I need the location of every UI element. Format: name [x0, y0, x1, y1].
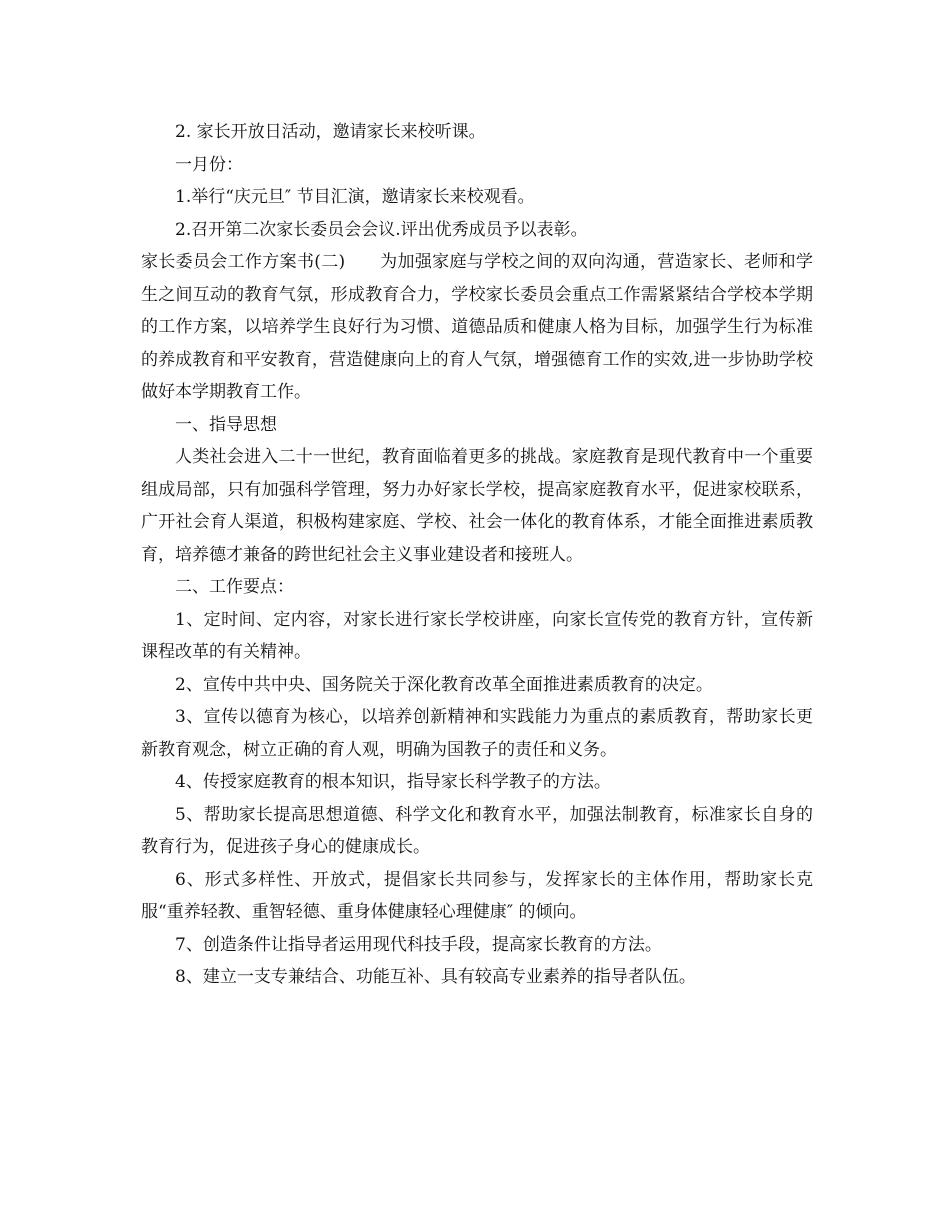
paragraph-new-year-show: 1.举行“庆元旦″ 节目汇演，邀请家长来校观看。: [175, 187, 535, 207]
work-point-8: 8、建立一支专兼结合、功能互补、具有较高专业素养的指导者队伍。: [175, 967, 696, 987]
paragraph-january-heading: 一月份：: [175, 154, 243, 175]
work-point-6: 6、形式多样性、开放式，提倡家长共同参与，发挥家长的主体作用，帮助家长克服“重养轻教、重智轻德、重身体健康轻心理健康″ 的倾向。: [141, 869, 813, 922]
work-point-7: 7、创造条件让指导者运用现代科技手段，提高家长教育的方法。: [175, 934, 662, 955]
paragraph-guiding-thought: 人类社会进入二十一世纪，教育面临着更多的挑战。家庭教育是现代教育中一个重要组成局部，只有加强科学管理，努力办好家长学校，提高家庭教育水平，促进家校联系，广开社会育人渠道，积极构建家庭、学校、社会一体化的教育体系，才能全面推进素质教育，培养德才兼备的跨世纪社会主义事业建设者和接班人。: [141, 447, 813, 565]
work-point-2: 2、宣传中共中央、国务院关于深化教育改革全面推进素质教育的决定。: [175, 674, 713, 695]
section-heading-guiding-thought: 一、指导思想: [175, 414, 277, 435]
document-body: [141, 116, 813, 994]
section-heading-work-points: 二、工作要点：: [175, 577, 294, 597]
paragraph-plan-title-intro: 家长委员会工作方案书(二) 为加强家庭与学校之间的双向沟通，营造家长、老师和学生之间互动的教育气氛，形成教育合力，学校家长委员会重点工作需紧紧结合学校本学期的工作方案，以培养学生良好行为习惯、道德品质和健康人格为目标，加强学生行为标准的养成教育和平安教育，营造健康向上的育人气氛，增强德育工作的实效,进一步协助学校做好本学期教育工作。: [141, 252, 813, 402]
work-point-1: 1、定时间、定内容，对家长进行家长学校讲座，向家长宣传党的教育方针，宣传新课程改革的有关精神。: [141, 609, 813, 662]
work-point-3: 3、宣传以德育为核心，以培养创新精神和实践能力为重点的素质教育，帮助家长更新教育观念，树立正确的育人观，明确为国教子的责任和义务。: [141, 707, 813, 760]
work-point-4: 4、传授家庭教育的根本知识，指导家长科学教子的方法。: [175, 772, 611, 792]
work-point-5: 5、帮助家长提高思想道德、科学文化和教育水平，加强法制教育，标准家长自身的教育行为，促进孩子身心的健康成长。: [141, 804, 813, 857]
paragraph-second-meeting: 2.召开第二次家长委员会会议.评出优秀成员予以表彰。: [175, 219, 588, 240]
paragraph-open-day: 2. 家长开放日活动，邀请家长来校听课。: [175, 122, 486, 142]
